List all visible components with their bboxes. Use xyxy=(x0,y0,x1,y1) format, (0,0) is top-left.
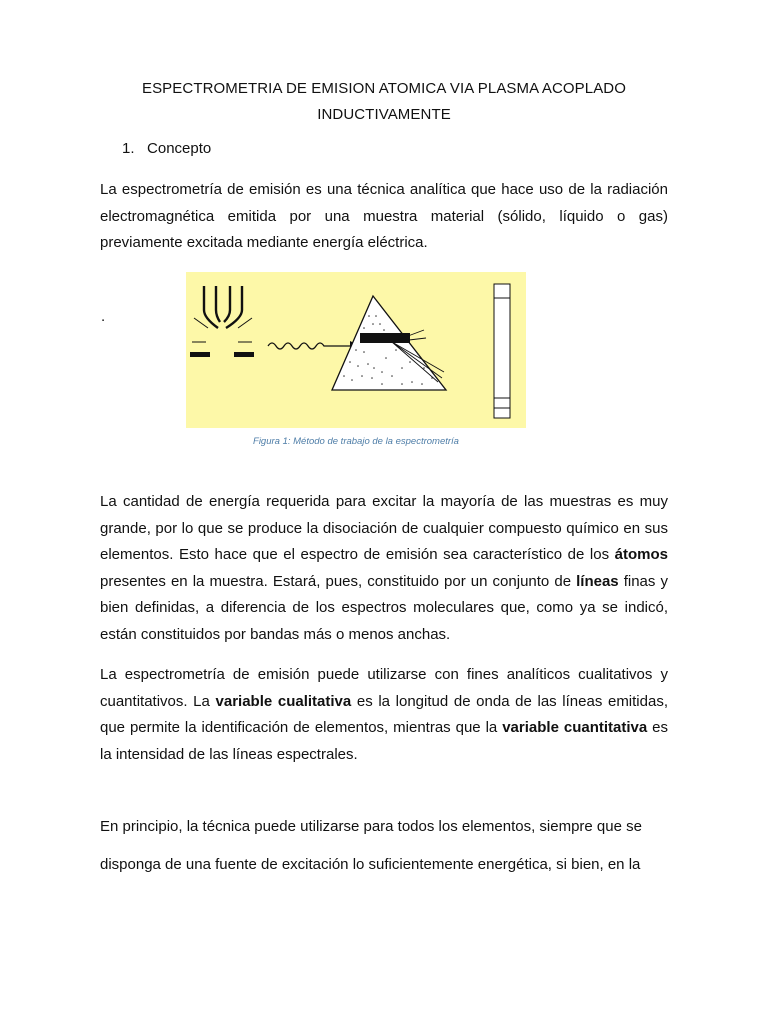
term-atomos: átomos xyxy=(614,546,668,563)
paragraph-energy-text-3: finas y bien definidas, a diferencia de los espectros moleculares que, como ya se indicó, están constituidos por bandas más o menos anchas. xyxy=(100,572,668,643)
term-lineas: líneas xyxy=(576,572,619,590)
figure-caption: Figura 1: Método de trabajo de la espectrometría xyxy=(253,436,459,447)
paragraph-uses-text-3: es la intensidad de las líneas espectrales. xyxy=(100,719,669,763)
figure-spectrometry-diagram xyxy=(186,272,526,428)
paragraph-principle-line-1: En principio, la técnica puede utilizarse para todos los elementos, siempre que se xyxy=(100,818,642,835)
term-variable-cuantitativa: variable cuantitativa xyxy=(502,719,648,736)
electrode-source-icon xyxy=(204,286,242,328)
section-number: 1. xyxy=(122,140,135,157)
electrode-bar-left xyxy=(190,352,210,357)
paragraph-uses xyxy=(100,662,668,768)
spectrometry-diagram-svg xyxy=(186,272,526,428)
section-label: Concepto xyxy=(147,140,212,157)
paragraph-energy xyxy=(100,489,668,648)
paragraph-intro: La espectrometría de emisión es una técnica analítica que hace uso de la radiación electromagnética emitida por una muestra material (sólido, líquido o gas) previamente excitada mediante energía eléctrica. xyxy=(100,181,668,251)
prism-icon xyxy=(332,296,446,390)
term-variable-cualitativa: variable cualitativa xyxy=(215,692,352,710)
section-heading xyxy=(122,140,211,157)
paragraph-uses-text-1: La espectrometría de emisión puede utilizarse con fines analíticos cualitativos y cuantitativos. La xyxy=(100,666,668,710)
electrode-bar-right xyxy=(234,352,254,357)
paragraph-principle-line-2: disponga de una fuente de excitación lo suficientemente energética, si bien, en la xyxy=(100,856,641,873)
document-title-line-1: ESPECTROMETRIA DE EMISION ATOMICA VIA PLASMA ACOPLADO xyxy=(141,80,627,97)
wavy-light-arrow xyxy=(268,343,350,349)
emission-rays-icon xyxy=(192,318,252,342)
paragraph-energy-text-2: presentes en la muestra. Estará, pues, constituido por un conjunto de xyxy=(100,572,577,590)
paragraph-uses-text-2: es la longitud de onda de las líneas emitidas, que permite la identificación de elementos, mientras que la xyxy=(100,692,668,736)
detector-strip-icon xyxy=(494,284,510,418)
document-title-line-2: INDUCTIVAMENTE xyxy=(317,106,451,123)
stray-dot: . xyxy=(101,308,106,325)
paragraph-energy-text-1: La cantidad de energía requerida para excitar la mayoría de las muestras es muy grande, por lo que se produce la disociación de cualquier compuesto químico en sus elementos. Esto hace que el espectro de emisión sea característico de los xyxy=(100,493,668,563)
